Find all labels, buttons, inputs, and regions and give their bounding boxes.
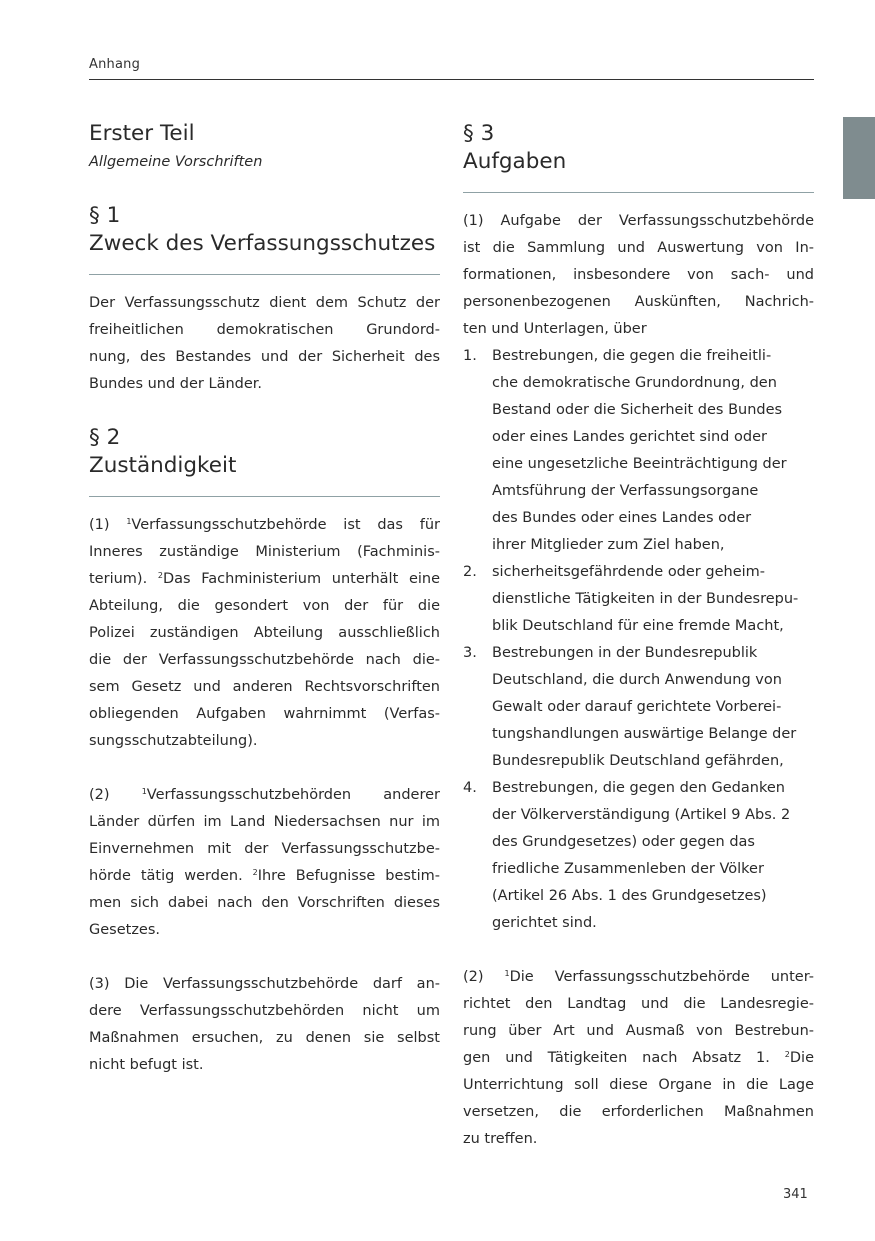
text-line: ist die Sammlung und Auswertung von In- <box>463 240 814 256</box>
part-subtitle: Allgemeine Vorschriften <box>89 154 263 170</box>
text-line: oder eines Landes gerichtet sind oder <box>492 429 767 445</box>
section-3-rule <box>463 192 814 193</box>
text-line: nicht befugt ist. <box>89 1057 204 1073</box>
sentence-number: 2 <box>157 571 163 580</box>
section-3-enumeration <box>463 343 814 937</box>
section-3-paragraph-2 <box>463 964 814 1153</box>
text-line: Bestand oder die Sicherheit des Bundes <box>492 402 783 418</box>
list-number: 1. <box>463 348 477 364</box>
text-line: (2) $^1$Verfassungsschutzbehörden anderer <box>89 787 440 803</box>
section-1-paragraph <box>89 290 440 398</box>
text-line: Bestrebungen, die gegen die freiheitli- <box>492 348 772 364</box>
text-line: Amtsführung der Verfassungsorgane <box>492 483 759 499</box>
text-line: eine ungesetzliche Beeinträchtigung der <box>492 456 787 472</box>
text-line: Der Verfassungsschutz dient dem Schutz der <box>89 295 440 311</box>
text-line: Bundesrepublik Deutschland gefährden, <box>492 753 784 769</box>
section-2-paragraph-1 <box>89 512 440 755</box>
text-line: Länder dürfen im Land Niedersachsen nur im <box>89 814 440 830</box>
list-item <box>463 343 814 559</box>
left-column <box>89 120 440 1079</box>
text-line: Deutschland, die durch Anwendung von <box>492 672 782 688</box>
text-line: blik Deutschland für eine fremde Macht, <box>492 618 784 634</box>
text-line: ten und Unterlagen, über <box>463 321 647 337</box>
text-line: der Völkerverständigung (Artikel 9 Abs. 2 <box>492 807 791 823</box>
text-line: zu treffen. <box>463 1131 538 1147</box>
text-line: Abteilung, die gesondert von der für die <box>89 598 440 614</box>
text-line: Bundes und der Länder. <box>89 376 263 392</box>
thumb-index-tab <box>843 117 875 199</box>
list-number: 4. <box>463 780 477 796</box>
header-rule <box>89 79 814 80</box>
text-line: men sich dabei nach den Vorschriften dieses <box>89 895 440 911</box>
list-number: 3. <box>463 645 477 661</box>
text-line: (1) $^1$Verfassungsschutzbehörde ist das für <box>89 517 440 533</box>
text-line: rung über Art und Ausmaß von Bestrebun- <box>463 1023 814 1039</box>
section-2-paragraph-2 <box>89 782 440 944</box>
text-line: sem Gesetz und anderen Rechtsvorschriften <box>89 679 440 695</box>
list-item <box>463 640 814 775</box>
text-line: die der Verfassungsschutzbehörde nach die- <box>89 652 440 668</box>
text-line: nung, des Bestandes und der Sicherheit des <box>89 349 440 365</box>
text-line: Bestrebungen, die gegen den Gedanken <box>492 780 785 796</box>
running-head: Anhang <box>89 57 141 72</box>
section-2-number: § 2 <box>89 425 121 450</box>
text-line: gen und Tätigkeiten nach Absatz 1. $^2$Die <box>463 1050 814 1066</box>
sentence-number: 2 <box>784 1050 790 1059</box>
section-3-number: § 3 <box>463 121 495 146</box>
sentence-number: 1 <box>126 517 132 526</box>
text-line: hörde tätig werden. $^2$Ihre Befugnisse bestim- <box>89 868 440 884</box>
section-3-title: Aufgaben <box>463 149 567 174</box>
text-line: (2) $^1$Die Verfassungsschutzbehörde unter- <box>463 969 814 985</box>
text-line: formationen, insbesondere von sach- und <box>463 267 814 283</box>
list-item <box>463 775 814 937</box>
text-line: Bestrebungen in der Bundesrepublik <box>492 645 758 661</box>
section-3-heading <box>463 120 814 176</box>
list-number: 2. <box>463 564 477 580</box>
section-2-heading <box>89 424 440 480</box>
text-line: (Artikel 26 Abs. 1 des Grundgesetzes) <box>492 888 767 904</box>
text-line: Inneres zuständige Ministerium (Fachminis- <box>89 544 440 560</box>
list-item <box>463 559 814 640</box>
text-line: sicherheitsgefährdende oder geheim- <box>492 564 766 580</box>
section-2-rule <box>89 496 440 497</box>
text-line: richtet den Landtag und die Landesregie- <box>463 996 814 1012</box>
text-line: friedliche Zusammenleben der Völker <box>492 861 764 877</box>
text-line: Gesetzes. <box>89 922 161 938</box>
sentence-number: 2 <box>252 868 258 877</box>
text-line: (1) Aufgabe der Verfassungsschutzbehörde <box>463 213 814 229</box>
sentence-number: 1 <box>504 969 510 978</box>
text-line: personenbezogenen Auskünften, Nachrich- <box>463 294 814 310</box>
text-line: freiheitlichen demokratischen Grundord- <box>89 322 440 338</box>
text-line: versetzen, die erforderlichen Maßnahmen <box>463 1104 814 1120</box>
section-1-title: Zweck des Verfassungsschutzes <box>89 231 436 256</box>
section-1-heading <box>89 202 440 258</box>
text-line: Maßnahmen ersuchen, zu denen sie selbst <box>89 1030 440 1046</box>
text-line: tungshandlungen auswärtige Belange der <box>492 726 797 742</box>
text-line: Unterrichtung soll diese Organe in die Lage <box>463 1077 814 1093</box>
text-line: dere Verfassungsschutzbehörden nicht um <box>89 1003 440 1019</box>
text-line: Polizei zuständigen Abteilung ausschließlich <box>89 625 440 641</box>
text-line: (3) Die Verfassungsschutzbehörde darf an- <box>89 976 440 992</box>
text-line: ihrer Mitglieder zum Ziel haben, <box>492 537 725 553</box>
section-1-rule <box>89 274 440 275</box>
text-line: des Grundgesetzes) oder gegen das <box>492 834 755 850</box>
text-line: Gewalt oder darauf gerichtete Vorberei- <box>492 699 782 715</box>
right-column <box>463 120 814 1153</box>
page-number: 341 <box>783 1187 808 1202</box>
text-line: Einvernehmen mit der Verfassungsschutzbe- <box>89 841 440 857</box>
section-2-paragraph-3 <box>89 971 440 1079</box>
text-line: dienstliche Tätigkeiten in der Bundesrepu- <box>492 591 799 607</box>
text-line: che demokratische Grundordnung, den <box>492 375 777 391</box>
text-line: sungsschutzabteilung). <box>89 733 258 749</box>
part-title: Erster Teil <box>89 121 195 146</box>
text-line: obliegenden Aufgaben wahrnimmt (Verfas- <box>89 706 440 722</box>
section-1-number: § 1 <box>89 203 121 228</box>
text-line: gerichtet sind. <box>492 915 597 931</box>
part-heading <box>89 120 440 176</box>
sentence-number: 1 <box>141 787 147 796</box>
text-line: terium). $^2$Das Fachministerium unterhält eine <box>89 571 440 587</box>
section-3-paragraph-1 <box>463 208 814 343</box>
text-line: des Bundes oder eines Landes oder <box>492 510 752 526</box>
section-2-title: Zuständigkeit <box>89 453 237 478</box>
